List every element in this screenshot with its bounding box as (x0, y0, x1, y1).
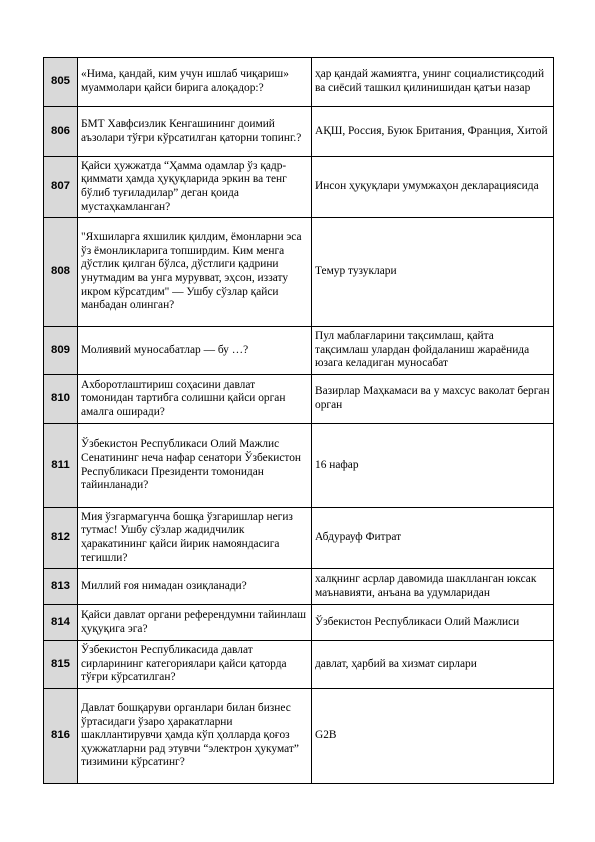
question-number: 814 (44, 605, 78, 641)
answer-text: Абдурауф Фитрат (312, 508, 554, 569)
question-number: 805 (44, 58, 78, 107)
answer-text: Пул маблағларини тақсимлаш, қайта тақсимлаш улардан фойдаланиш жараёнида юзага келадиган муносабат (312, 327, 554, 375)
answer-text: Вазирлар Маҳкамаси ва у махсус ваколат берган орган (312, 375, 554, 424)
answer-text: Темур тузуклари (312, 218, 554, 327)
question-number: 815 (44, 641, 78, 689)
table-row (44, 569, 554, 605)
question-text: Қайси давлат органи референдумни тайинлаш ҳуқуқига эга? (78, 605, 312, 641)
questions-table (43, 57, 554, 784)
table-row (44, 58, 554, 107)
answer-text: G2B (312, 689, 554, 784)
question-text: Ўзбекистон Республикаси Олий Мажлис Сенатининг неча нафар сенатори Ўзбекистон Республикаси Президенти томонидан тайинланади? (78, 424, 312, 508)
answer-text: АҚШ, Россия, Буюк Британия, Франция, Хитой (312, 107, 554, 157)
table-row (44, 605, 554, 641)
answer-text: ҳар қандай жамиятга, унинг социалистиқсодий ва сиёсий ташкил қилинишидан қатъи назар (312, 58, 554, 107)
question-number: 810 (44, 375, 78, 424)
question-number: 816 (44, 689, 78, 784)
question-number: 808 (44, 218, 78, 327)
question-text: «Нима, қандай, ким учун ишлаб чиқариш» муаммолари қайси бирига алоқадор:? (78, 58, 312, 107)
table-row (44, 508, 554, 569)
answer-text: 16 нафар (312, 424, 554, 508)
answer-text: Инсон ҳуқуқлари умумжаҳон декларациясида (312, 157, 554, 218)
question-number: 813 (44, 569, 78, 605)
question-number: 806 (44, 107, 78, 157)
question-text: Ўзбекистон Республикасида давлат сирларининг категориялари қайси қаторда тўғри кўрсатилган? (78, 641, 312, 689)
table-row (44, 689, 554, 784)
table-row (44, 327, 554, 375)
table-row (44, 375, 554, 424)
question-text: Мия ўзгармагунча бошқа ўзгаришлар негиз тутмас! Ушбу сўзлар жадидчилик ҳаракатининг қайси йирик намояндасига тегишли? (78, 508, 312, 569)
question-text: Миллий ғоя нимадан озиқланади? (78, 569, 312, 605)
question-text: Давлат бошқаруви органлари билан бизнес ўртасидаги ўзаро ҳаракатларни шакллантирувчи ҳамда кўп ҳолларда қоғоз ҳужжатларни рад этувчи “электрон ҳукумат” тизимини кўрсатинг? (78, 689, 312, 784)
answer-text: давлат, ҳарбий ва хизмат сирлари (312, 641, 554, 689)
question-number: 809 (44, 327, 78, 375)
question-text: БМТ Хавфсизлик Кенгашининг доимий аъзолари тўғри кўрсатилган қаторни топинг.? (78, 107, 312, 157)
table-row (44, 107, 554, 157)
question-number: 807 (44, 157, 78, 218)
question-text: Ахборотлаштириш соҳасини давлат томонидан тартибга солишни қайси орган амалга оширади? (78, 375, 312, 424)
question-number: 812 (44, 508, 78, 569)
question-number: 811 (44, 424, 78, 508)
table-row (44, 641, 554, 689)
question-text: Қайси ҳужжатда “Ҳамма одамлар ўз қадр-қиммати ҳамда ҳуқуқларида эркин ва тенг бўлиб туғиладилар” деган қоида мустаҳкамланган? (78, 157, 312, 218)
table-row (44, 157, 554, 218)
answer-text: халқнинг асрлар давомида шаклланган юксак маънавияти, анъана ва удумларидан (312, 569, 554, 605)
table-row (44, 218, 554, 327)
table-row (44, 424, 554, 508)
answer-text: Ўзбекистон Республикаси Олий Мажлиси (312, 605, 554, 641)
question-text: Молиявий муносабатлар — бу …? (78, 327, 312, 375)
question-text: "Яхшиларга яхшилик қилдим, ёмонларни эса ўз ёмонликларига топширдим. Ким менга дўстлик қилган бўлса, дўстлиги қадрини унутмадим ва унга мурувват, эҳсон, иззату икром кўрсатдим" — Ушбу сўзлар қайси манбадан олинган? (78, 218, 312, 327)
